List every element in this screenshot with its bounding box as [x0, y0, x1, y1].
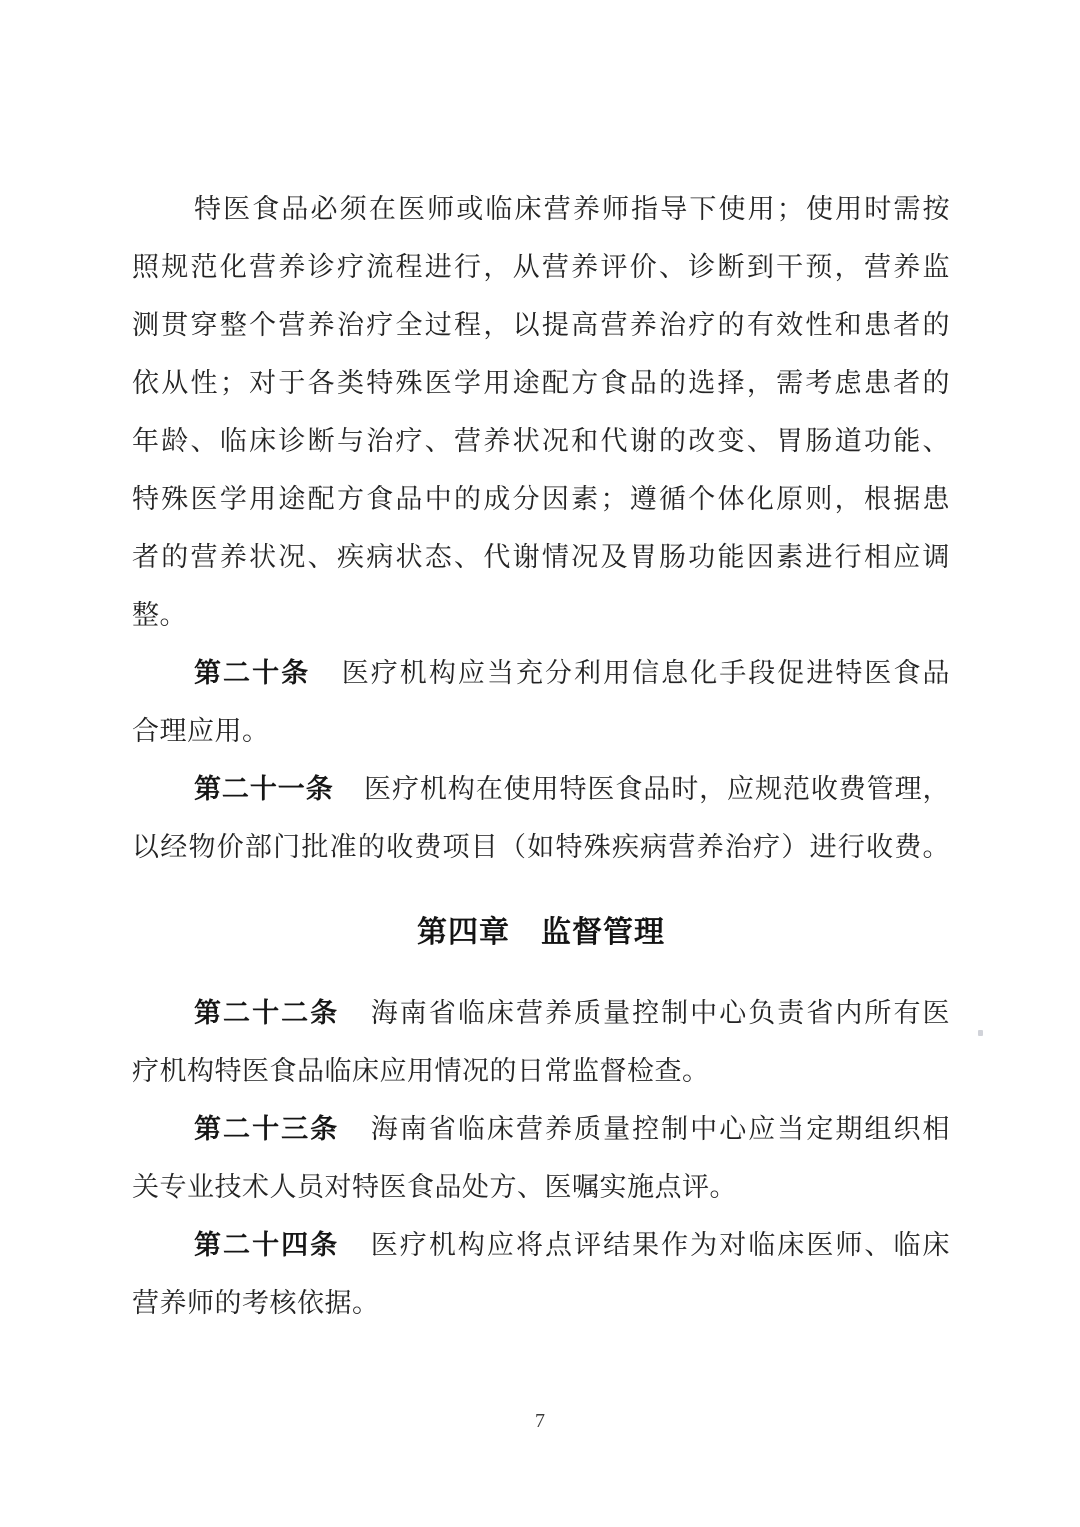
text-line: 者的营养状况、疾病状态、代谢情况及胃肠功能因素进行相应调 — [132, 542, 950, 572]
article-text: 医疗机构在使用特医食品时，应规范收费管理， — [363, 774, 951, 804]
article-number: 第二十一条 — [194, 774, 334, 804]
text-line: 年龄、临床诊断与治疗、营养状况和代谢的改变、胃肠道功能、 — [132, 426, 950, 456]
text-line — [132, 1216, 950, 1274]
text-line: 依从性；对于各类特殊医学用途配方食品的选择，需考虑患者的 — [132, 368, 950, 398]
page-number: 7 — [535, 1410, 545, 1432]
text-line: 合理应用。 — [132, 716, 270, 746]
text-line — [132, 984, 950, 1042]
chapter-heading: 第四章 监督管理 — [417, 916, 665, 949]
text-line: 特殊医学用途配方食品中的成分因素；遵循个体化原则，根据患 — [132, 484, 950, 514]
text-line — [132, 1100, 950, 1158]
scan-artifact — [978, 1030, 983, 1036]
article-number: 第二十三条 — [194, 1114, 340, 1144]
article-text: 医疗机构应当充分利用信息化手段促进特医食品 — [340, 658, 951, 688]
article-text: 海南省临床营养质量控制中心负责省内所有医 — [369, 998, 951, 1028]
text-line: 疗机构特医食品临床应用情况的日常监督检查。 — [132, 1056, 710, 1086]
text-line: 以经物价部门批准的收费项目（如特殊疾病营养治疗）进行收费。 — [132, 832, 950, 862]
document-body — [132, 180, 950, 1332]
text-line: 特医食品必须在医师或临床营养师指导下使用；使用时需按 — [194, 194, 950, 224]
text-line: 测贯穿整个营养治疗全过程，以提高营养治疗的有效性和患者的 — [132, 310, 950, 340]
text-line — [132, 644, 950, 702]
text-line: 营养师的考核依据。 — [132, 1288, 380, 1318]
article-number: 第二十四条 — [194, 1230, 340, 1260]
text-line: 照规范化营养诊疗流程进行，从营养评价、诊断到干预，营养监 — [132, 252, 950, 282]
text-line — [132, 760, 950, 818]
text-line: 整。 — [132, 600, 187, 630]
article-text: 医疗机构应将点评结果作为对临床医师、临床 — [369, 1230, 951, 1260]
article-text: 海南省临床营养质量控制中心应当定期组织相 — [369, 1114, 951, 1144]
text-line: 关专业技术人员对特医食品处方、医嘱实施点评。 — [132, 1172, 737, 1202]
article-number: 第二十条 — [194, 658, 311, 688]
article-number: 第二十二条 — [194, 998, 340, 1028]
